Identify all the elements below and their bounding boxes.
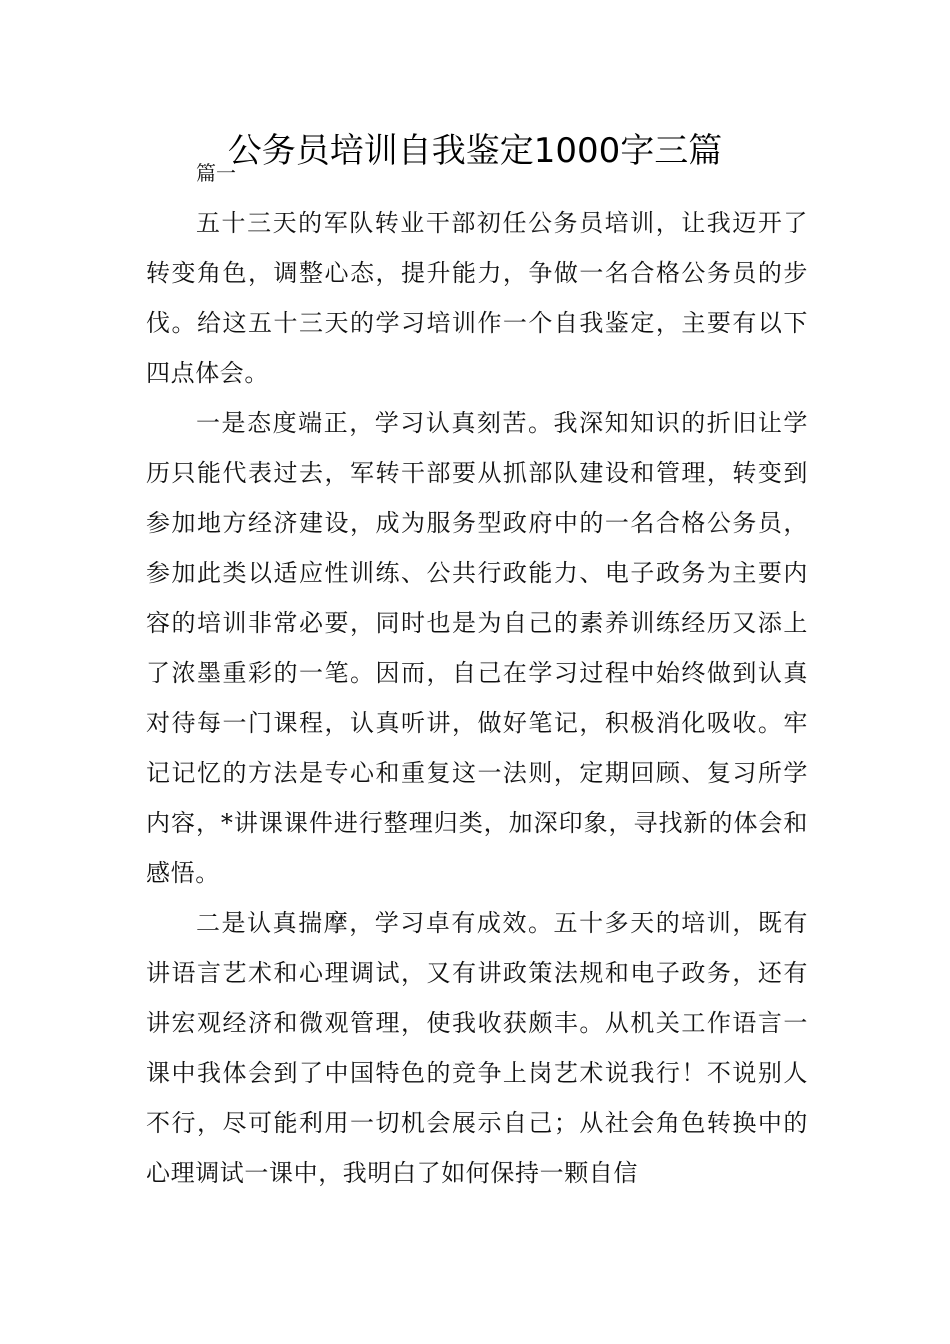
paragraph-3: 二是认真揣摩，学习卓有成效。五十多天的培训，既有讲语言艺术和心理调试，又有讲政策法规和电子政务，还有讲宏观经济和微观管理，使我收获颇丰。从机关工作语言一课中我体会到了中国特色的竞争上岗艺术说我行！不说别人不行，尽可能利用一切机会展示自己；从社会角色转换中的心理调试一课中，我明白了如何保持一颗自信 <box>146 909 808 1187</box>
paragraph-2: 一是态度端正，学习认真刻苦。我深知知识的折旧让学历只能代表过去，军转干部要从抓部队建设和管理，转变到参加地方经济建设，成为服务型政府中的一名合格公务员，参加此类以适应性训练、公共行政能力、电子政务为主要内容的培训非常必要，同时也是为自己的素养训练经历又添上了浓墨重彩的一笔。因而，自己在学习过程中始终做到认真对待每一门课程，认真听讲，做好笔记，积极消化吸收。牢记记忆的方法是专心和重复这一法则，定期回顾、复习所学内容，*讲课课件进行整理归类，加深印象，寻找新的体会和感悟。 <box>146 409 808 887</box>
document-title: 公务员培训自我鉴定1000字三篇 <box>227 131 723 171</box>
paragraph-1: 五十三天的军队转业干部初任公务员培训，让我迈开了转变角色，调整心态，提升能力，争做一名合格公务员的步伐。给这五十三天的学习培训作一个自我鉴定，主要有以下四点体会。 <box>146 209 808 387</box>
section-label: 篇一 <box>196 161 236 185</box>
document-body <box>146 148 808 1198</box>
